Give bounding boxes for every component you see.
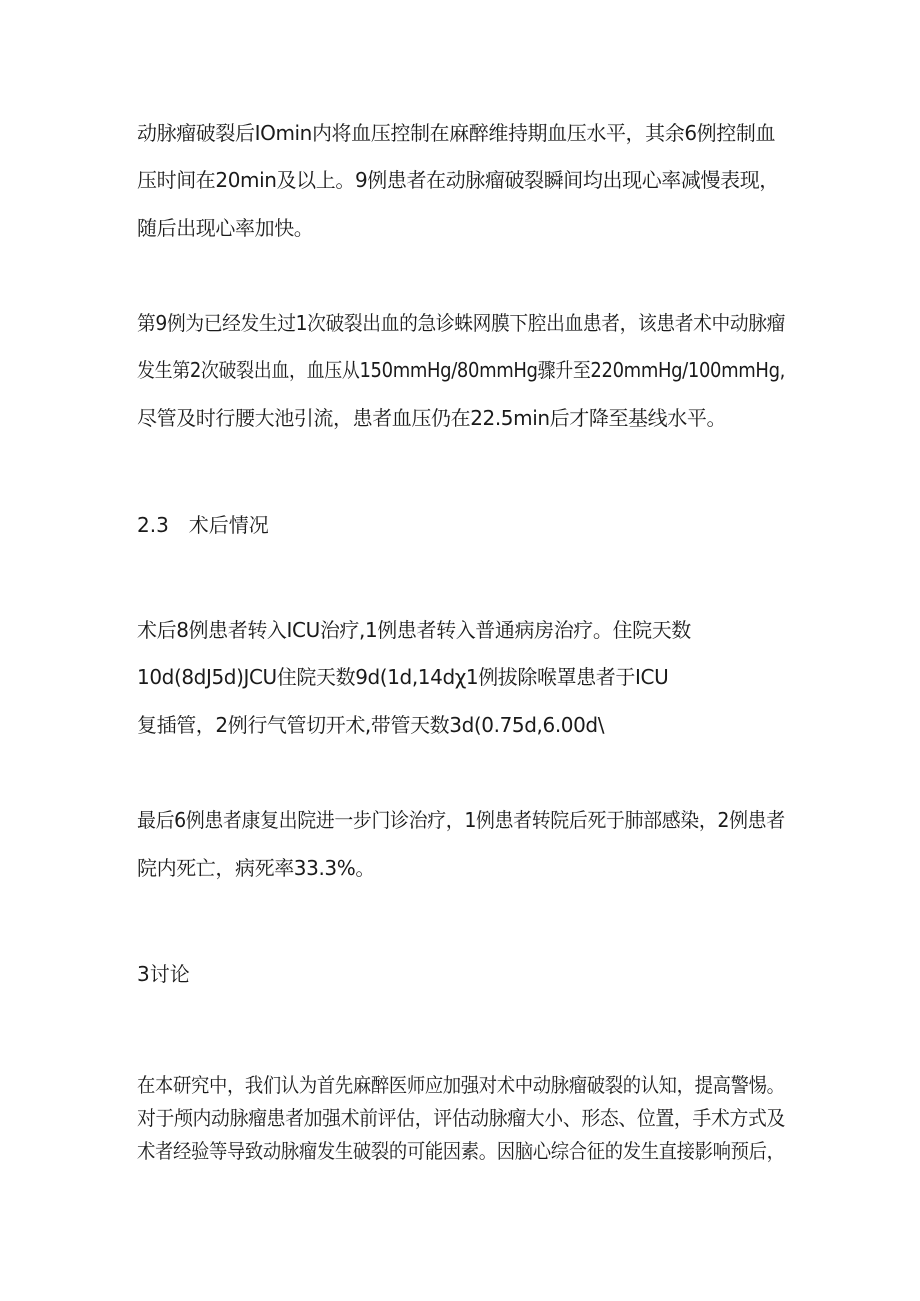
- text-line: 随后出现心率加快。: [137, 216, 314, 240]
- text-line: 发生第2次破裂出血，血压从150mmHg/80mmHg骤升至220mmHg/100mmHg,: [137, 358, 785, 382]
- text-line: 尽管及时行腰大池引流，患者血压仍在22.5min后才降至基线水平。: [137, 406, 727, 430]
- section-heading-2-3: 2.3 术后情况: [137, 513, 269, 537]
- text-line: 对于颅内动脉瘤患者加强术前评估，评估动脉瘤大小、形态、位置，手术方式及: [137, 1106, 785, 1130]
- section-heading-discussion: 3讨论: [137, 962, 190, 986]
- text-line: 压时间在20min及以上。9例患者在动脉瘤破裂瞬间均出现心率减慢表现，: [137, 168, 779, 192]
- text-line: 院内死亡，病死率33.3%。: [137, 856, 375, 880]
- text-line: 动脉瘤破裂后IOmin内将血压控制在麻醉维持期血压水平，其余6例控制血: [137, 121, 776, 145]
- text-line: 复插管，2例行气管切开术,带管天数3d(0.75d,6.00d\: [137, 713, 605, 737]
- text-line: 最后6例患者康复出院进一步门诊治疗，1例患者转院后死于肺部感染，2例患者: [137, 808, 785, 832]
- text-line: 术后8例患者转入ICU治疗,1例患者转入普通病房治疗。住院天数: [137, 618, 691, 642]
- text-line: 第9例为已经发生过1次破裂出血的急诊蛛网膜下腔出血患者，该患者术中动脉瘤: [137, 311, 786, 335]
- text-line: 10d(8dJ5d)JCU住院天数9d(1d,14dχ1例拔除喉罩患者于ICU: [137, 665, 669, 689]
- text-line: 在本研究中，我们认为首先麻醉医师应加强对术中动脉瘤破裂的认知，提高警惕。: [137, 1073, 785, 1097]
- text-line: 术者经验等导致动脉瘤发生破裂的可能因素。因脑心综合征的发生直接影响预后，: [137, 1139, 785, 1163]
